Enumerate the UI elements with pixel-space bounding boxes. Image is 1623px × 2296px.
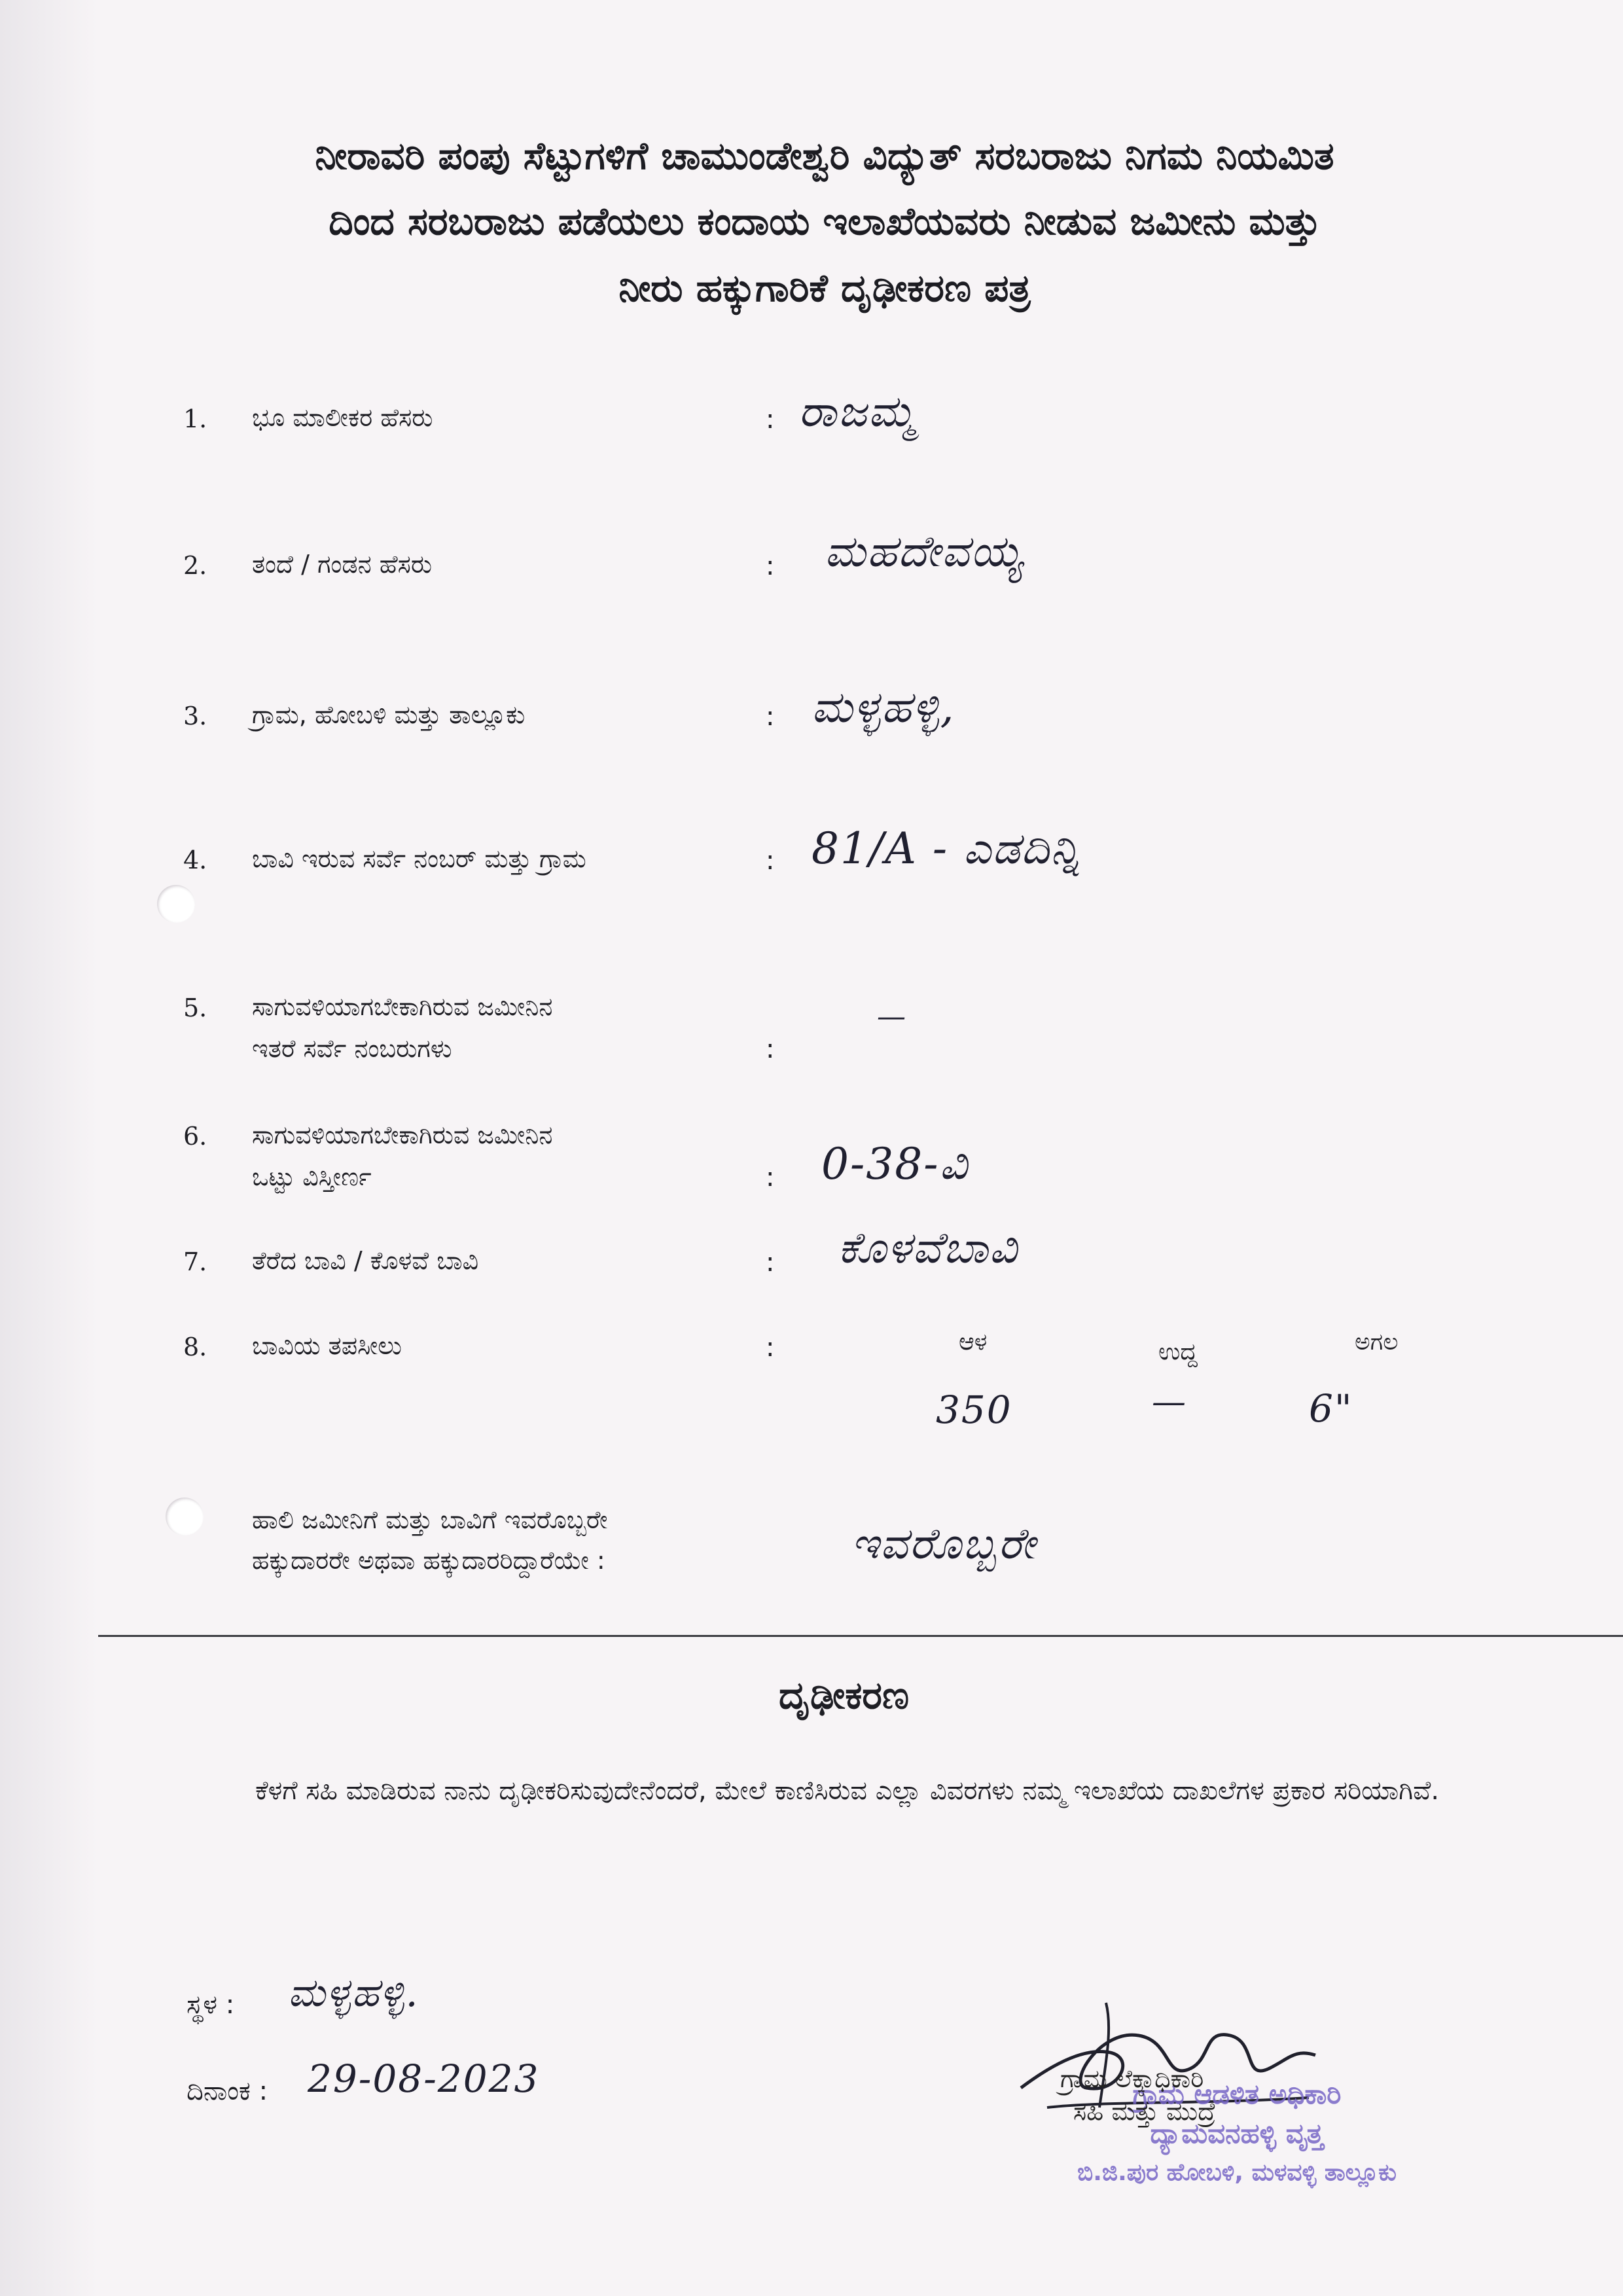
field-label-line-1: ಸಾಗುವಳಿಯಾಗಬೇಕಾಗಿರುವ ಜಮೀನಿನ [252,992,553,1021]
field-label-owner-name: ಭೂ ಮಾಲೀಕರ ಹೆಸರು [252,403,433,432]
page-edge-shadow [0,0,98,2296]
punch-hole-bottom [166,1498,204,1535]
handwritten-father-name: ಮಹದೇವಯ್ಯ [825,526,1024,577]
field-number: 1. [183,404,207,433]
field-label-line-2: ಒಟ್ಟು ವಿಸ್ತೀರ್ಣ [252,1162,372,1191]
stamp-line-1: ಗ್ರಾಮ ಆಡಳಿತ ಅಧಿಕಾರಿ [1132,2078,1342,2110]
field-label-village-hobli-taluk: ಗ್ರಾಮ, ಹೋಬಳಿ ಮತ್ತು ತಾಲ್ಲೂಕು [252,700,526,729]
stamp-line-3: ಬಿ.ಜಿ.ಪುರ ಹೋಬಳಿ, ಮಳವಳ್ಳಿ ತಾಲ್ಲೂಕು [1077,2159,1397,2186]
document-title-line-1: ನೀರಾವರಿ ಪಂಪು ಸೆಟ್ಟುಗಳಿಗೆ ಚಾಮುಂಡೇಶ್ವರಿ ವಿದ್ಯುತ್ ಸರಬರಾಜು ನಿಗಮ ನಿಯಮಿತ [315,134,1334,178]
field-colon: : [766,1333,775,1363]
field-colon: : [766,404,775,435]
field-number: 2. [183,551,207,580]
signatory-designation: ಗ್ರಾಮ ಲೆಕ್ಕಾಧಿಕಾರಿ [1060,2064,1204,2093]
ownership-question-line-1: ಹಾಲಿ ಜಮೀನಿಗೆ ಮತ್ತು ಬಾವಿಗೆ ಇವರೊಬ್ಬರೇ [252,1505,608,1534]
handwritten-ownership-answer: ಇವರೊಬ್ಬರೇ [851,1518,1037,1569]
signatory-sign-and-seal: ಸಹಿ ಮತ್ತು ಮುದ್ರೆ [1073,2097,1216,2126]
field-label-total-area [252,1114,789,1198]
field-colon: : [766,702,775,732]
section-divider [98,1635,1623,1637]
well-depth-header: ಆಳ [959,1329,988,1355]
punch-hole-top [157,885,195,923]
field-number: 4. [183,846,207,874]
handwritten-dash: — [877,1000,907,1033]
date-label: ದಿನಾಂಕ : [187,2076,268,2106]
field-label-well-details: ಬಾವಿಯ ತಪಸೀಲು [252,1331,402,1360]
field-colon: : [766,1247,775,1278]
field-label-other-survey-numbers [252,986,789,1069]
field-number: 7. [183,1247,207,1276]
document-title-line-2: ದಿಂದ ಸರಬರಾಜು ಪಡೆಯಲು ಕಂದಾಯ ಇಲಾಖೆಯವರು ನೀಡುವ ಜಮೀನು ಮತ್ತು [329,199,1321,243]
field-colon: : [766,846,775,876]
field-number: 8. [183,1333,207,1361]
field-number: 6. [183,1122,207,1151]
field-number: 5. [183,994,207,1022]
well-length-header: ಉದ್ದ [1158,1338,1198,1365]
field-colon: : [766,1034,775,1064]
field-label-line-2: ಇತರೆ ಸರ್ವೆ ನಂಬರುಗಳು [252,1034,452,1063]
handwritten-owner-name: ರಾಜಮ್ಮ [798,386,917,437]
handwritten-well-type: ಕೊಳವೆಬಾವಿ [838,1223,1019,1273]
handwritten-well-width: 6" [1309,1386,1353,1431]
certification-text: ಕೆಳಗೆ ಸಹಿ ಮಾಡಿರುವ ನಾನು ದೃಢೀಕರಿಸುವುದೇನೆಂದರೆ, ಮೇಲೆ ಕಾಣಿಸಿರುವ ಎಲ್ಲಾ ವಿವರಗಳು ನಮ್ಮ ಇಲಾಖೆಯ ದಾಖಲೆಗಳ ಪ್ರಕಾರ ಸರಿಯಾಗಿವೆ. [255,1776,1440,1806]
field-number: 3. [183,702,207,730]
handwritten-well-depth: 350 [936,1388,1012,1432]
field-colon: : [766,1162,775,1193]
field-label-open-or-bore-well: ತೆರೆದ ಬಾವಿ / ಕೊಳವೆ ಬಾವಿ [252,1246,479,1275]
field-label-line-1: ಸಾಗುವಳಿಯಾಗಬೇಕಾಗಿರುವ ಜಮೀನಿನ [252,1121,553,1149]
field-label-father-husband-name: ತಂದೆ / ಗಂಡನ ಹೆಸರು [252,550,433,579]
field-colon: : [766,551,775,581]
well-width-header: ಅಗಲ [1355,1329,1399,1355]
handwritten-survey-number: 81/A - ಎಡದಿನ್ನಿ [812,823,1082,874]
document-title-line-3: ನೀರು ಹಕ್ಕುಗಾರಿಕೆ ದೃಢೀಕರಣ ಪತ್ರ [618,266,1031,310]
stamp-line-2: ದ್ಯಾಮವನಹಳ್ಳಿ ವೃತ್ತ [1150,2117,1324,2149]
place-label: ಸ್ಥಳ : [187,1990,235,2020]
handwritten-well-length: — [1152,1382,1187,1422]
certification-heading: ದೃಢೀಕರಣ [779,1673,910,1717]
handwritten-village: ಮಳ್ಳಹಳ್ಳಿ, [812,682,955,732]
ownership-question-line-2: ಹಕ್ಕುದಾರರೇ ಅಥವಾ ಹಕ್ಕುದಾರರಿದ್ದಾರೆಯೇ : [252,1546,605,1575]
handwritten-place: ಮಳ್ಳಹಳ್ಳಿ. [288,1970,419,2016]
field-label-well-survey-number: ಬಾವಿ ಇರುವ ಸರ್ವೆ ನಂಬರ್ ಮತ್ತು ಗ್ರಾಮ [252,844,586,873]
handwritten-date: 29-08-2023 [308,2056,540,2101]
handwritten-total-area: 0-38-ವಿ [821,1139,969,1189]
